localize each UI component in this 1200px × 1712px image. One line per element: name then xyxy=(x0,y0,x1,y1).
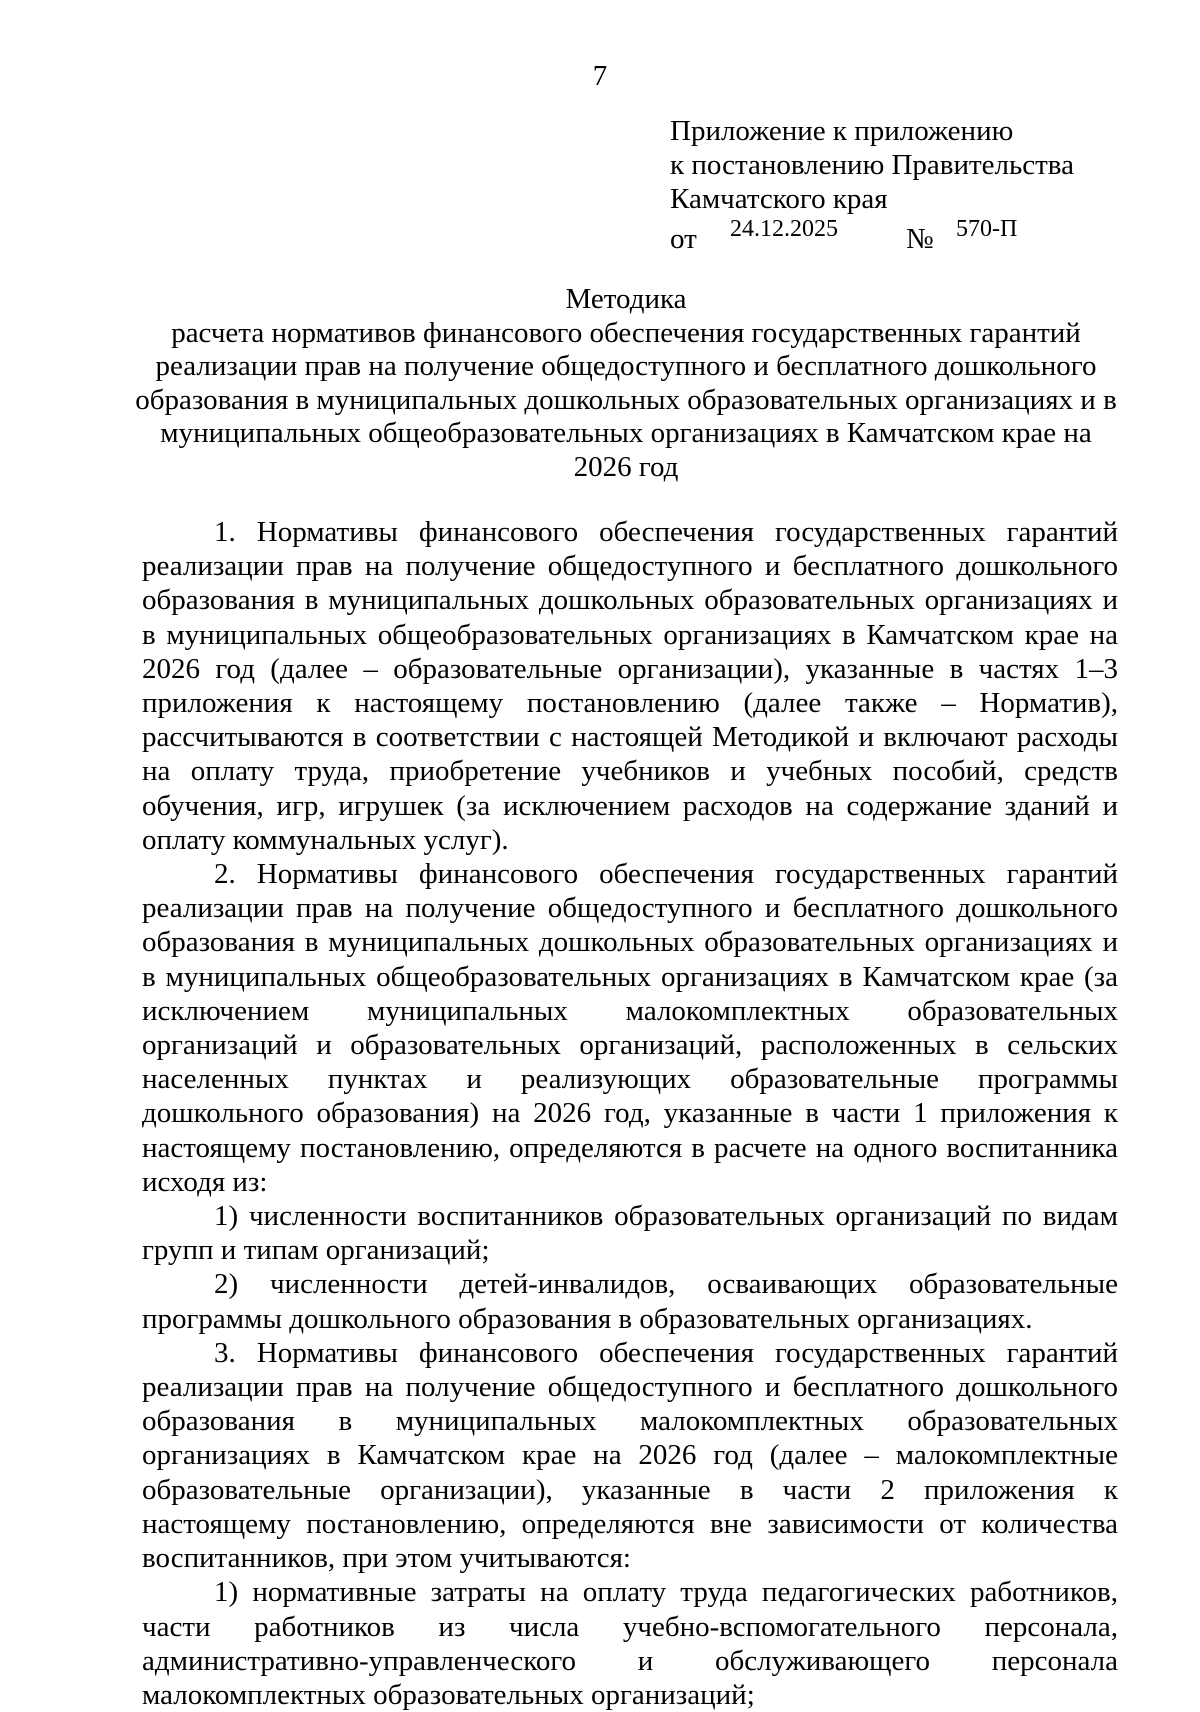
title-heading: Методика xyxy=(565,283,687,315)
appendix-line-2: к постановлению Правительства xyxy=(670,149,1074,181)
appendix-date-row xyxy=(670,216,1074,255)
document-title xyxy=(130,283,1122,484)
decree-date: 24.12.2025 xyxy=(730,216,838,242)
decree-number: 570-П xyxy=(956,216,1018,242)
appendix-block xyxy=(670,114,1074,255)
document-body xyxy=(142,515,1118,1712)
page-number: 7 xyxy=(592,60,608,92)
paragraph-3-item-1: 1) нормативные затраты на оплату труда педагогических работников, части работников из числа учебно-вспомогательного персонала, административно-управленческого и обслуживающего персонала малокомплектных образовательных организаций; xyxy=(142,1576,1118,1711)
paragraph-2-item-1: 1) численности воспитанников образовательных организаций по видам групп и типам организаций; xyxy=(142,1200,1118,1267)
appendix-line-3: Камчатского края xyxy=(670,183,888,215)
paragraph-2-item-2: 2) численности детей-инвалидов, осваивающих образовательные программы дошкольного образования в образовательных организациях. xyxy=(142,1268,1118,1335)
appendix-line-1: Приложение к приложению xyxy=(670,115,1014,147)
paragraph-3: 3. Нормативы финансового обеспечения государственных гарантий реализации прав на получение общедоступного и бесплатного дошкольного образования в муниципальных малокомплектных образовательных организациях в Камчатском крае на 2026 год (далее – малокомплектные образовательные организации), указанные в части 2 приложения к настоящему постановлению, определяются вне зависимости от количества воспитанников, при этом учитываются: xyxy=(142,1336,1118,1575)
paragraph-1: 1. Нормативы финансового обеспечения государственных гарантий реализации прав на получение общедоступного и бесплатного дошкольного образования в муниципальных дошкольных образовательных организациях и в муниципальных общеобразовательных организациях в Камчатском крае на 2026 год (далее – образовательные организации), указанные в частях 1–3 приложения к настоящему постановлению (далее также – Норматив), рассчитываются в соответствии с настоящей Методикой и включают расходы на оплату труда, приобретение учебников и учебных пособий, средств обучения, игр, игрушек (за исключением расходов на содержание зданий и оплату коммунальных услуг). xyxy=(142,516,1118,856)
title-subtitle: расчета нормативов финансового обеспечения государственных гарантий реализации прав на получение общедоступного и бесплатного дошкольного образования в муниципальных дошкольных образовательных организациях и в муниципальных общеобразовательных организациях в Камчатском крае на 2026 год xyxy=(135,316,1117,483)
number-sign: № xyxy=(906,223,934,255)
paragraph-2: 2. Нормативы финансового обеспечения государственных гарантий реализации прав на получение общедоступного и бесплатного дошкольного образования в муниципальных дошкольных образовательных организациях и в муниципальных общеобразовательных организациях в Камчатском крае (за исключением муниципальных малокомплектных образовательных организаций и образовательных организаций, расположенных в сельских населенных пунктах и реализующих образовательные программы дошкольного образования) на 2026 год, указанные в части 1 приложения к настоящему постановлению, определяются в расчете на одного воспитанника исходя из: xyxy=(142,858,1118,1198)
ot-label: от xyxy=(670,223,697,255)
